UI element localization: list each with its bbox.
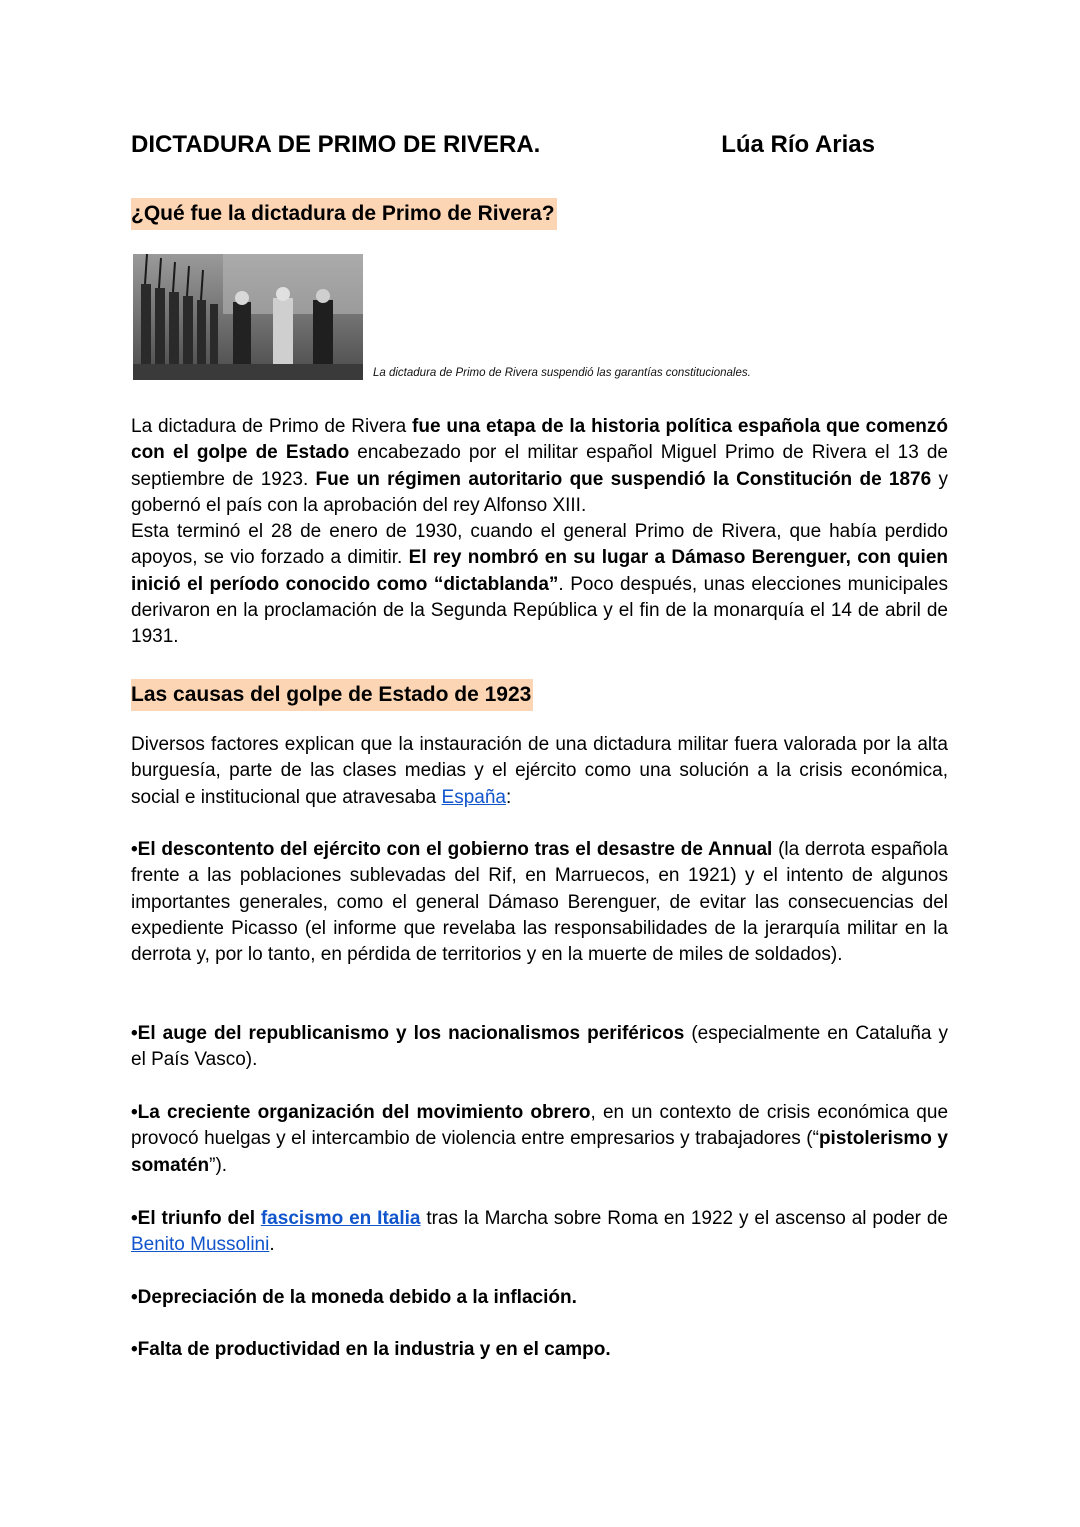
document-title: DICTADURA DE PRIMO DE RIVERA.	[131, 131, 541, 158]
causes-intro	[131, 732, 948, 811]
p2-text-a: Esta terminó el 28 de enero de 1930, cuando el general Primo de Rivera, que había perdido apoyos, se vio forzado a dimitir.	[131, 521, 948, 569]
cause3-bold2: pistolerismo y somatén	[131, 1128, 948, 1176]
cause4-text: tras la Marcha sobre Roma en 1922 y el ascenso al poder de	[420, 1208, 948, 1229]
p1-bold-d: Fue un régimen autoritario que suspendió la Constitución de 1876	[315, 468, 932, 490]
cause-item-republicanism	[131, 1021, 948, 1074]
author-name: Lúa Río Arias	[721, 131, 875, 158]
image-caption: La dictadura de Primo de Rivera suspendió las garantías constitucionales.	[373, 367, 751, 379]
cause-item-annual	[131, 837, 948, 968]
p2-text-c: . Poco después, unas elecciones municipales derivaron en la proclamación de la Segunda República y el fin de la monarquía el 14 de abril de 1931.	[131, 573, 948, 648]
paragraph-2	[131, 519, 948, 650]
paragraph-1	[131, 414, 948, 519]
link-benito-mussolini[interactable]: Benito Mussolini	[131, 1234, 270, 1256]
cause-item-workers	[131, 1100, 948, 1179]
cause2-bold: •El auge del republicanismo y los nacionalismos periféricos	[131, 1023, 685, 1044]
historical-photo-graphic	[133, 254, 363, 380]
p1-bold-b: fue una etapa de la historia política española que comenzó con el golpe de Estado	[131, 416, 948, 464]
section-heading-causes: Las causas del golpe de Estado de 1923	[131, 679, 533, 711]
link-fascismo-italia[interactable]: fascismo en Italia	[260, 1208, 421, 1229]
document-header	[131, 131, 891, 159]
cause3-end: ”).	[209, 1154, 228, 1176]
paragraph-definition	[131, 414, 948, 651]
p1-text-c: encabezado por el militar español Miguel Primo de Rivera el 13 de septiembre de 1923.	[131, 442, 948, 490]
link-espana[interactable]: España	[441, 786, 506, 808]
cause4-end: .	[269, 1234, 275, 1256]
cause3-text: , en un contexto de crisis económica que provocó huelgas y el intercambio de violencia entre empresarios y trabajadores (“	[131, 1102, 949, 1150]
cause-item-productivity	[131, 1337, 948, 1363]
cause3-bold: •La creciente organización del movimiento obrero	[131, 1102, 591, 1123]
intro-text-a: Diversos factores explican que la instauración de una dictadura militar fuera valorada por la alta burguesía, parte de las clases medias y el ejército como una solución a la crisis económica, social e institucional que atravesaba	[131, 734, 948, 808]
p2-bold-b: El rey nombró en su lugar a Dámaso Berenguer, con quien inició el período conocido como “dictablanda”	[131, 547, 948, 595]
cause2-text: (especialmente en Cataluña y el País Vasco).	[131, 1023, 949, 1071]
cause1-bold: •El descontento del ejército con el gobierno tras el desastre de Annual	[131, 839, 773, 860]
cause1-text: (la derrota española frente a las poblaciones sublevadas del Rif, en Marruecos, en 1921) y el intento de algunos importantes generales, como el general Dámaso Berenguer, de evitar las consecuencias del expediente Picasso (el informe que revelaba las responsabilidades de la jerarquía militar en la derrota y, por lo tanto, en pérdida de territorios y en la muerte de miles de soldados).	[131, 839, 948, 966]
p1-text-e: y gobernó el país con la aprobación del rey Alfonso XIII.	[131, 468, 948, 516]
historical-photo	[133, 254, 363, 380]
p1-text-a: La dictadura de Primo de Rivera	[131, 416, 413, 437]
cause4-bold: •El triunfo del	[131, 1208, 261, 1229]
cause6-bold: •Falta de productividad en la industria y en el campo.	[131, 1339, 611, 1360]
section-heading-what-was: ¿Qué fue la dictadura de Primo de Rivera?	[131, 198, 557, 230]
cause-item-currency	[131, 1285, 948, 1311]
intro-text-b: :	[505, 786, 512, 808]
cause-item-fascism	[131, 1206, 948, 1259]
cause5-bold: •Depreciación de la moneda debido a la inflación.	[131, 1287, 577, 1308]
